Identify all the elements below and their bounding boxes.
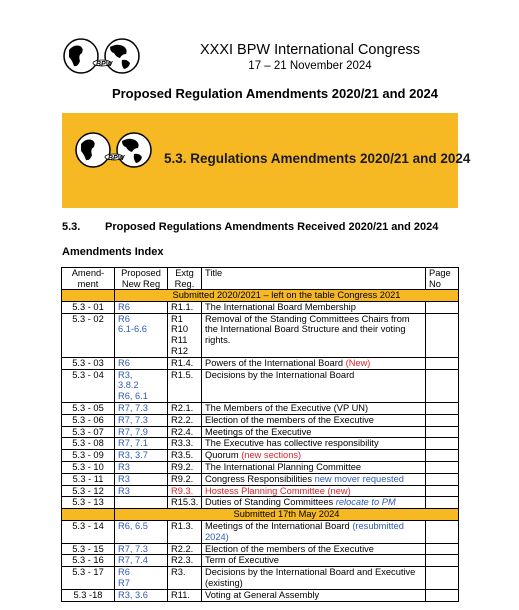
page-number (426, 414, 459, 426)
proposed-reg: R7, 7.1 (115, 438, 168, 450)
amendment-number: 5.3 - 07 (62, 426, 115, 438)
existing-reg: R9.2. (168, 461, 202, 473)
table-header-row (62, 268, 459, 290)
page-number (426, 357, 459, 369)
logo-text: BPW (96, 61, 113, 68)
proposed-reg: R3 (115, 461, 168, 473)
header-amendment: Amend- ment (62, 268, 115, 290)
document-title: Proposed Regulation Amendments 2020/21 and 2024 (111, 86, 439, 101)
amendment-title: Removal of the Standing Committees Chairs from the International Board Structure and their voting rights. (205, 313, 410, 346)
bpw-logo (60, 36, 148, 76)
amendment-number: 5.3 - 08 (62, 438, 115, 450)
proposed-reg: R7, 7.3 (115, 414, 168, 426)
table-row (62, 555, 459, 567)
amendment-title-cell (202, 497, 426, 509)
amendment-number: 5.3 - 14 (62, 520, 115, 543)
amendment-number: 5.3 - 11 (62, 473, 115, 485)
page-number (426, 497, 459, 509)
banner-bpw-logo (72, 130, 160, 170)
separator-row-2020 (62, 290, 459, 302)
amendment-note: (new sections) (241, 450, 302, 461)
table-row (62, 461, 459, 473)
page-number (426, 301, 459, 313)
amendment-number: 5.3 - 15 (62, 543, 115, 555)
section-number: 5.3. (62, 221, 81, 233)
amendment-number: 5.3 - 05 (62, 402, 115, 414)
header-page: Page No (426, 268, 459, 290)
amendment-title-cell (202, 450, 426, 462)
amendment-title-cell (202, 555, 426, 567)
amendment-number: 5.3 - 03 (62, 357, 115, 369)
table-row (62, 357, 459, 369)
amendment-title-cell (202, 461, 426, 473)
amendment-title-cell (202, 414, 426, 426)
table-row (62, 543, 459, 555)
amendment-number: 5.3 - 13 (62, 497, 115, 509)
congress-title: XXXI BPW International Congress (199, 42, 421, 58)
table-row (62, 485, 459, 497)
page-number (426, 461, 459, 473)
amendment-title-cell (202, 313, 426, 357)
amendment-note: (resubmitted 2024) (205, 520, 404, 542)
proposed-reg: R3 (115, 473, 168, 485)
amendment-title: The International Planning Committee (205, 461, 362, 472)
existing-reg: R11. (168, 589, 202, 601)
proposed-reg: R7, 7.9 (115, 426, 168, 438)
separator-row-2024 (62, 509, 459, 521)
existing-reg: R9.3. (168, 485, 202, 497)
proposed-reg: R6, 6.5 (115, 520, 168, 543)
amendment-title: Election of the members of the Executive (205, 543, 374, 554)
amendment-number: 5.3 -18 (62, 589, 115, 601)
amendment-title: Voting at General Assembly (205, 589, 320, 600)
table-row (62, 438, 459, 450)
page-number (426, 567, 459, 590)
amendment-title: Quorum (205, 450, 239, 461)
amendment-number: 5.3 - 17 (62, 567, 115, 590)
page-number (426, 450, 459, 462)
proposed-reg: R3, 3.7 (115, 450, 168, 462)
existing-reg: R1.1. (168, 301, 202, 313)
existing-reg: R2.2. (168, 414, 202, 426)
amendment-title-cell (202, 357, 426, 369)
amendment-title: The Executive has collective responsibility (205, 438, 379, 449)
existing-reg: R1.3. (168, 520, 202, 543)
existing-reg: R1 R10 R11 R12 (168, 313, 202, 357)
proposed-reg: R6 6.1-6.6 (115, 313, 168, 357)
proposed-reg: R7, 7.3 (115, 402, 168, 414)
page-number (426, 313, 459, 357)
amendment-number: 5.3 - 16 (62, 555, 115, 567)
proposed-reg: R7, 7.4 (115, 555, 168, 567)
proposed-reg: R6 (115, 301, 168, 313)
amendment-title-cell (202, 473, 426, 485)
table-row (62, 426, 459, 438)
separator-label: Submitted 2020/2021 – left on the table Congress 2021 (115, 290, 459, 302)
banner-logo-text: BPW (108, 155, 125, 162)
amendment-title-cell (202, 485, 426, 497)
proposed-reg: R3 (115, 485, 168, 497)
page-number (426, 543, 459, 555)
table-row (62, 369, 459, 402)
amendment-title-cell (202, 567, 426, 590)
page-number (426, 485, 459, 497)
amendment-number: 5.3 - 06 (62, 414, 115, 426)
table-row (62, 589, 459, 601)
table-row (62, 402, 459, 414)
index-heading: Amendments Index (62, 246, 164, 258)
amendment-title-cell (202, 301, 426, 313)
amendment-title: Hostess Planning Committee (new) (205, 485, 351, 496)
existing-reg: R2.3. (168, 555, 202, 567)
existing-reg: R3. (168, 567, 202, 590)
amendment-number: 5.3 - 04 (62, 369, 115, 402)
header-existing: Extg Reg. (168, 268, 202, 290)
proposed-reg: R7, 7.3 (115, 543, 168, 555)
page-number (426, 402, 459, 414)
existing-reg: R9.2. (168, 473, 202, 485)
table-row (62, 450, 459, 462)
amendment-title: Decisions by the International Board (205, 369, 355, 380)
congress-dates: 17 – 21 November 2024 (248, 60, 372, 72)
amendment-number: 5.3 - 12 (62, 485, 115, 497)
page-number (426, 369, 459, 402)
existing-reg: R3.5. (168, 450, 202, 462)
existing-reg: R2.4. (168, 426, 202, 438)
amendment-number: 5.3 - 09 (62, 450, 115, 462)
amendment-title-cell (202, 369, 426, 402)
page-number (426, 589, 459, 601)
table-row (62, 313, 459, 357)
page-number (426, 426, 459, 438)
section-title: Proposed Regulations Amendments Received 2020/21 and 2024 (105, 221, 439, 233)
amendment-title: Term of Executive (205, 555, 279, 566)
header-proposed: Proposed New Reg (115, 268, 168, 290)
amendment-title-cell (202, 438, 426, 450)
existing-reg: R3.3. (168, 438, 202, 450)
separator-label: Submitted 17th May 2024 (115, 509, 459, 521)
amendment-title: The Members of the Executive (VP UN) (205, 402, 369, 413)
table-row (62, 473, 459, 485)
amendment-title: Meetings of the International Board (205, 520, 350, 531)
amendment-title: The International Board Membership (205, 301, 356, 312)
amendments-index-table (61, 267, 459, 602)
table-row (62, 414, 459, 426)
amendment-title-cell (202, 543, 426, 555)
amendment-title: Election of the members of the Executive (205, 414, 374, 425)
banner-title: 5.3. Regulations Amendments 2020/21 and 2024 (164, 151, 471, 166)
page-number (426, 520, 459, 543)
amendment-title-cell (202, 426, 426, 438)
proposed-reg: R3, 3.6 (115, 589, 168, 601)
amendment-title: Congress Responsibilities (205, 473, 312, 484)
proposed-reg (115, 497, 168, 509)
amendment-title: Decisions by the International Board and Executive (existing) (205, 567, 416, 588)
page-number (426, 438, 459, 450)
amendment-number: 5.3 - 01 (62, 301, 115, 313)
amendment-note: (New) (345, 357, 371, 368)
amendment-title-cell (202, 589, 426, 601)
amendment-note: relocate to PM (335, 497, 396, 508)
table-row (62, 301, 459, 313)
amendment-note: new mover requested (314, 473, 404, 484)
amendment-title: Duties of Standing Committees (205, 497, 334, 508)
table-row (62, 520, 459, 543)
table-row (62, 567, 459, 590)
proposed-reg: R3, 3.8.2 R6, 6.1 (115, 369, 168, 402)
amendment-number: 5.3 - 02 (62, 313, 115, 357)
existing-reg: R2.1. (168, 402, 202, 414)
proposed-reg: R6 R7 (115, 567, 168, 590)
existing-reg: R1.4. (168, 357, 202, 369)
existing-reg: R2.2. (168, 543, 202, 555)
existing-reg: R15.3. (168, 497, 202, 509)
page-number (426, 555, 459, 567)
existing-reg: R1.5. (168, 369, 202, 402)
table-row (62, 497, 459, 509)
amendment-title-cell (202, 402, 426, 414)
amendment-number: 5.3 - 10 (62, 461, 115, 473)
page-number (426, 473, 459, 485)
proposed-reg: R6 (115, 357, 168, 369)
amendment-title: Powers of the International Board (205, 357, 343, 368)
amendment-title-cell (202, 520, 426, 543)
header-title: Title (202, 268, 426, 290)
amendment-title: Meetings of the Executive (205, 426, 312, 437)
